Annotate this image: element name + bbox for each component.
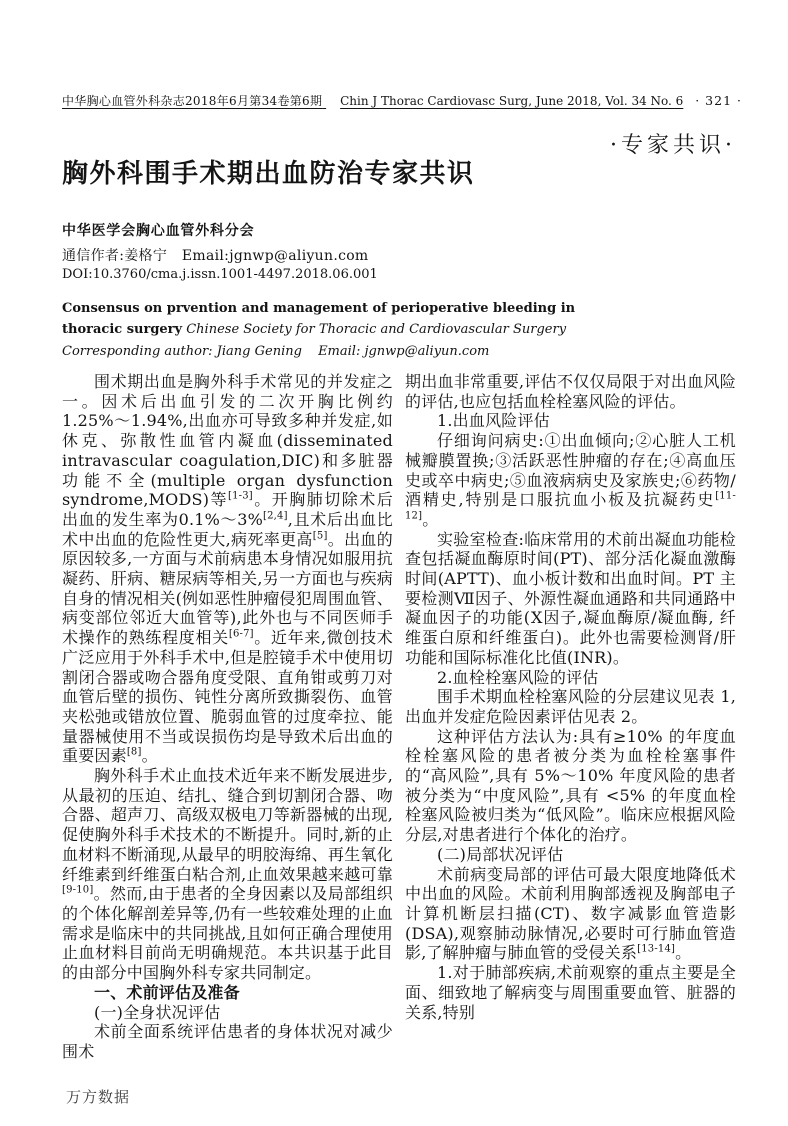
journal-name-chinese: 中华胸心血管外科杂志2018年6月第34卷第6期	[62, 94, 323, 108]
paragraph: 围手术期血栓栓塞风险的分层建议见表 1,出血并发症危险因素评估见表 2。	[405, 687, 736, 726]
page-number: · 321 ·	[695, 93, 742, 108]
paragraph: (二)局部状况评估	[437, 844, 564, 864]
paragraph: 期出血非常重要,评估不仅仅局限于对出血风险的评估,也应包括血栓栓塞风险的评估。	[405, 372, 736, 411]
paragraph: 一、术前评估及准备	[94, 982, 240, 1002]
english-title: Consensus on prvention and management of perioperative bleeding in thoracic surgery	[62, 301, 576, 337]
paragraph: 1.出血风险评估	[437, 411, 550, 431]
paragraph: 术前病变局部的评估可最大限度地降低术中出血的风险。术前利用胸部透视及胸部电子计算机断层扫描(CT)、数字减影血管造影(DSA),观察肺动脉情况,必要时可行肺血管造影,了解肿瘤与肺血管的受侵关系[13-14]。	[405, 864, 736, 963]
author-affiliation: 中华医学会胸心血管外科分会	[62, 223, 255, 239]
journal-name-english: Chin J Thorac Cardiovasc Surg, June 2018, Vol. 34 No. 6	[340, 94, 684, 108]
correspondence-line	[62, 245, 369, 265]
left-column	[62, 372, 393, 1062]
page-header	[62, 92, 742, 109]
paragraph: (一)全身状况评估	[94, 1002, 221, 1022]
paragraph: 围术期出血是胸外科手术常见的并发症之一。因术后出血引发的二次开胸比例约 1.25%～1.94%,出血亦可导致多种并发症,如休克、弥散性血管内凝血(disseminated intravascular coagulation,DIC)和多脏器功能不全(multiple organ dysfunction syndrome,MODS)等[1-3]。开胸肺切除术后出血的发生率为0.1%～3%[2,4],且术后出血比术中出血的危险性更大,病死率更高[5]。出血的原因较多,一方面与术前病患本身情况如服用抗凝药、肝病、糖尿病等相关,另一方面也与疾病自身的情况相关(例如恶性肿瘤侵犯周围血管、病变部位邻近大血管等),此外也与不同医师手术操作的熟练程度相关[6-7]。近年来,微创技术广泛应用于外科手术中,但是腔镜手术中使用切割闭合器或吻合器角度受限、直角钳或剪刀对血管后壁的损伤、钝性分离所致撕裂伤、血管夹松弛或错放位置、脆弱血管的过度牵拉、能量器械使用不当或误损伤均是导致术后出血的重要因素[8]。	[62, 372, 393, 766]
journal-reference	[62, 92, 683, 109]
english-title-line	[62, 298, 630, 340]
paragraph: 胸外科手术止血技术近年来不断发展进步,从最初的压迫、结扎、缝合到切割闭合器、吻合器、超声刀、高级双极电刀等新器械的出现,促使胸外科手术技术的不断提升。同时,新的止血材料不断涌现,从最早的明胶海绵、再生氧化纤维素到纤维蛋白粘合剂,止血效果越来越可靠[9-10]。然而,由于患者的全身因素以及局部组织的个体化解剖差异等,仍有一些较难处理的止血需求是临床中的共同挑战,且如何正确合理使用止血材料目前尚无明确规范。本共识基于此目的由部分中国胸外科专家共同制定。	[62, 766, 393, 983]
paragraph: 术前全面系统评估患者的身体状况对减少围术	[62, 1022, 393, 1061]
paragraph: 2.血栓栓塞风险的评估	[437, 667, 599, 687]
paragraph: 这种评估方法认为:具有≥10% 的年度血栓栓塞风险的患者被分类为血栓栓塞事件的“高风险”,具有 5%～10% 年度风险的患者被分类为“中度风险”,具有 <5% 的年度血栓栓塞风险被归类为“低风险”。临床应根据风险分层,对患者进行个体化的治疗。	[405, 726, 736, 845]
doi: DOI:10.3760/cma.j.issn.1001-4497.2018.06.001	[62, 267, 378, 282]
english-corresponding-author: Corresponding author: Jiang Gening	[62, 344, 302, 359]
english-abstract-block	[62, 298, 630, 362]
right-column	[405, 372, 736, 1062]
english-corresponding-email: Email: jgnwp@aliyun.com	[318, 344, 490, 359]
wanfang-watermark: 万方数据	[66, 1088, 131, 1106]
english-correspondence-line	[62, 341, 630, 362]
article-body	[62, 372, 736, 1062]
article-title: 胸外科围手术期出血防治专家共识	[62, 159, 475, 189]
paragraph: 仔细询问病史:①出血倾向;②心脏人工机械瓣膜置换;③活跃恶性肿瘤的存在;④高血压史或卒中病史;⑤血液病病史及家族史;⑥药物/酒精史,特别是口服抗血小板及抗凝药史[11-12]。	[405, 431, 736, 529]
section-label: ·专家共识·	[610, 133, 736, 158]
corresponding-author: 通信作者:姜格宁	[62, 248, 168, 264]
paragraph: 实验室检查:临床常用的术前出凝血功能检查包括凝血酶原时间(PT)、部分活化凝血激酶时间(APTT)、血小板计数和出血时间。PT 主要检测Ⅶ因子、外源性凝血通路和共同通路中凝血因子的功能(Ⅹ因子,凝血酶原/凝血酶, 纤维蛋白原和纤维蛋白)。此外也需要检测肾/肝功能和国际标准化比值(INR)。	[405, 529, 736, 667]
corresponding-email: Email:jgnwp@aliyun.com	[181, 248, 369, 264]
english-society: Chinese Society for Thoracic and Cardiovascular Surgery	[186, 322, 567, 337]
paragraph: 1.对于肺部疾病,术前观察的重点主要是全面、细致地了解病变与周围重要血管、脏器的关系,特别	[405, 963, 736, 1022]
